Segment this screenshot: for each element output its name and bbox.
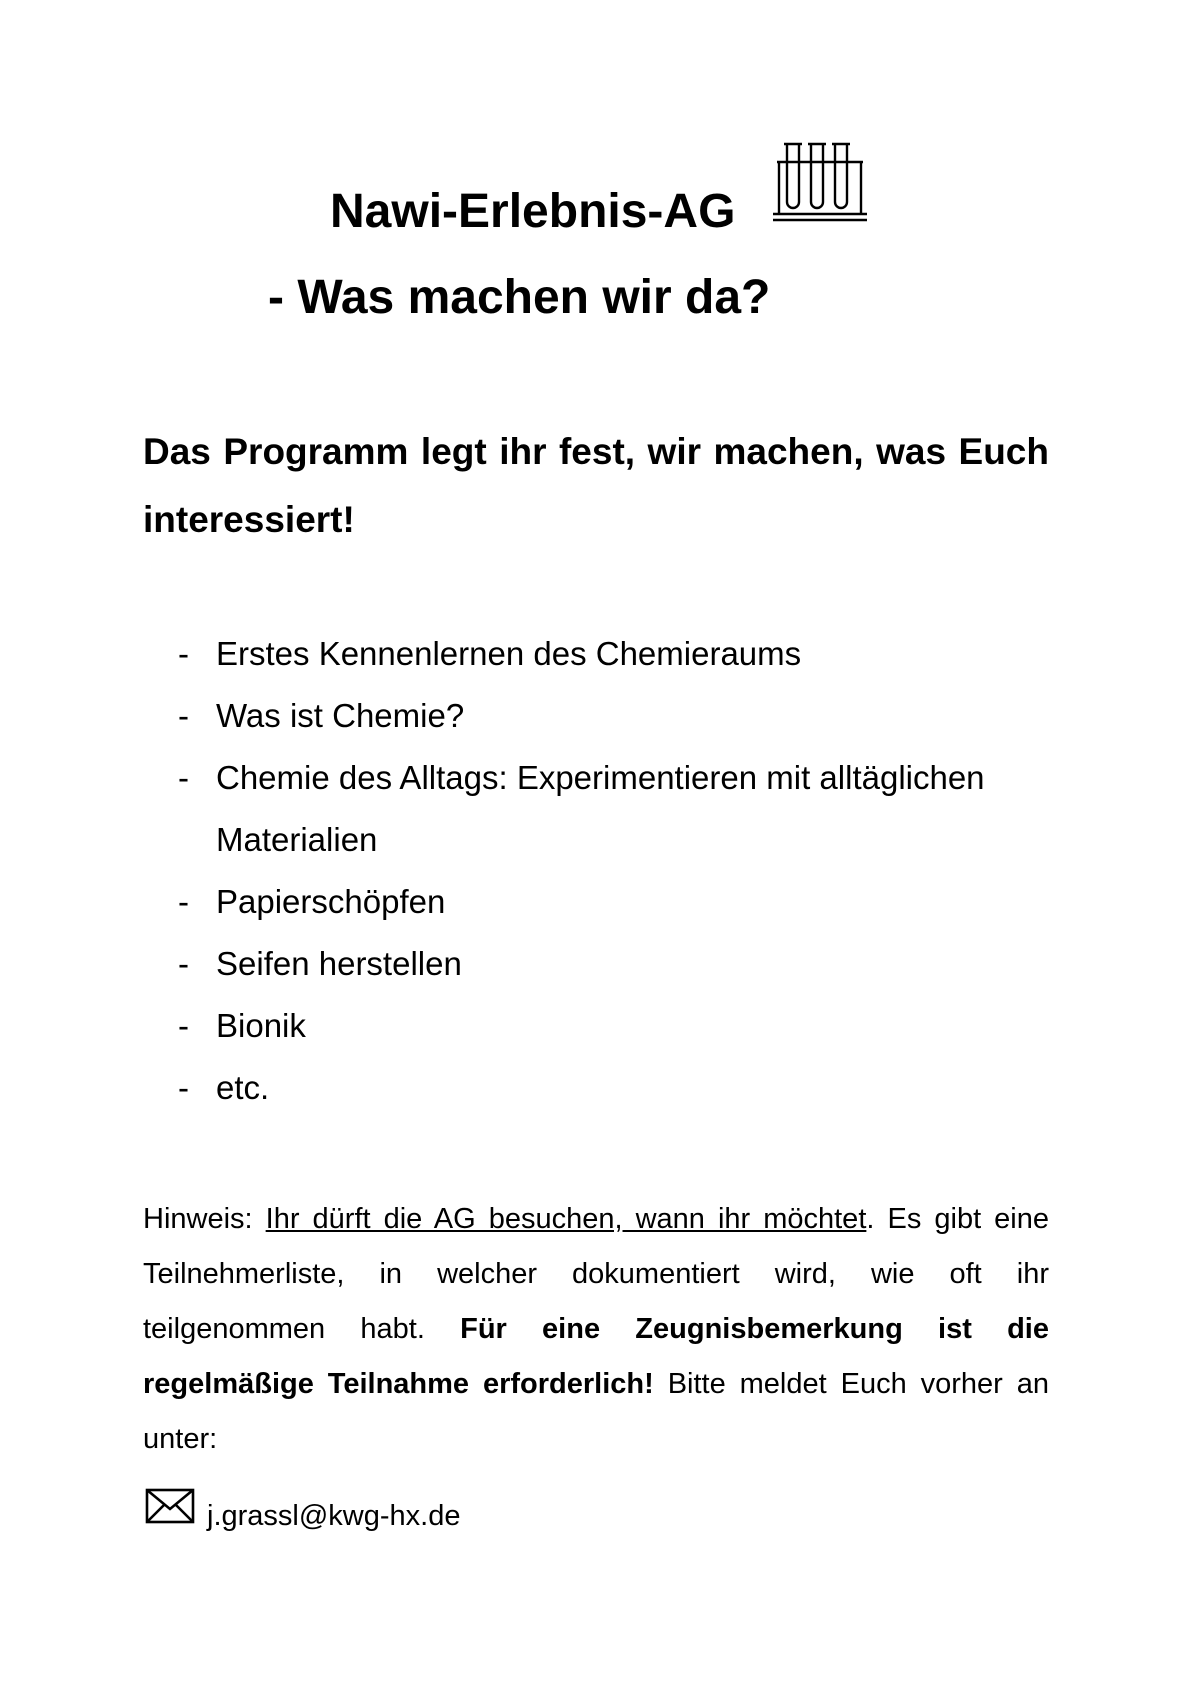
page-title: Nawi-Erlebnis-AG: [330, 185, 736, 238]
envelope-icon: [145, 1488, 195, 1524]
list-item: [143, 747, 1049, 871]
list-item: [143, 933, 1049, 995]
test-tubes-icon: [773, 140, 867, 224]
contact-email[interactable]: j.grassl@kwg-hx.de: [207, 1500, 461, 1532]
list-item-label: Chemie des Alltags: Experimentieren mit alltäglichen Materialien: [216, 759, 985, 858]
list-item-label: Bionik: [216, 1007, 306, 1044]
intro-text: Das Programm legt ihr fest, wir machen, was Euch interessiert!: [143, 431, 1049, 540]
list-dash: -: [178, 1007, 189, 1044]
note-underlined: Ihr dürft die AG besuchen, wann ihr möchtet: [265, 1203, 867, 1235]
list-item-label: Seifen herstellen: [216, 945, 462, 982]
list-item: [143, 1057, 1049, 1119]
list-dash: -: [178, 945, 189, 982]
list-item: [143, 685, 1049, 747]
note-middle: . Es gibt eine Teilnehmerliste, in welcher dokumentiert wird, wie oft ihr teilgenommen habt.: [143, 1203, 1049, 1345]
list-item: [143, 995, 1049, 1057]
program-list: [143, 623, 1049, 1119]
list-dash: -: [178, 759, 189, 796]
list-item: [143, 623, 1049, 685]
list-item-label: Papierschöpfen: [216, 883, 446, 920]
list-dash: -: [178, 883, 189, 920]
note-paragraph: [143, 1192, 1049, 1467]
list-item-label: Was ist Chemie?: [216, 697, 465, 734]
list-dash: -: [178, 1069, 189, 1106]
list-dash: -: [178, 697, 189, 734]
note-bold: Für eine Zeugnisbemerkung ist die regelmäßige Teilnahme erforderlich!: [143, 1313, 1049, 1400]
list-dash: -: [178, 635, 189, 672]
list-item-label: Erstes Kennenlernen des Chemieraums: [216, 635, 802, 672]
page-subtitle: - Was machen wir da?: [268, 271, 771, 324]
note-suffix: Bitte meldet Euch vorher an unter:: [143, 1368, 1050, 1455]
list-item: [143, 871, 1049, 933]
list-item-label: etc.: [216, 1069, 270, 1106]
note-prefix: Hinweis:: [143, 1203, 266, 1235]
